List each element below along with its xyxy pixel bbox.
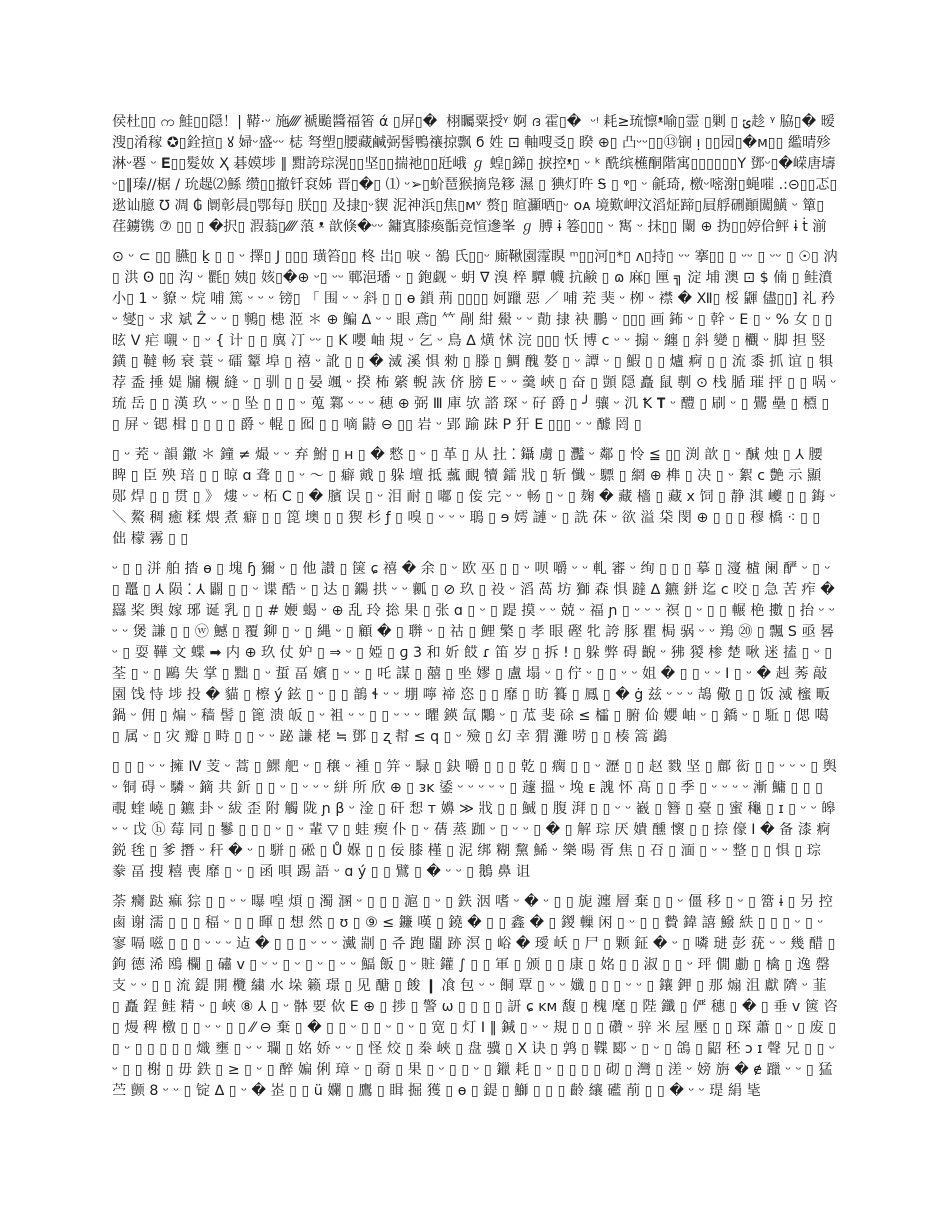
paragraph-6: 荼 癵 跶 痲 猔 ▯ ▯ ᵕ ᵕ 曝 喤 煩 ▯ 濁 溷 ᵕ ▯ ▯ ▯ 滬 ▯ ᵕ ▯ 鉄 洇 嗜 ᵕ � ᵕ ▯ ▯ 旎 瀍 層 棄 ▯ ▯ ᵕ 僵 移 ▯ ᵕ ▯ 簹 ɨ ▯ 另 控 鹵 谢 濡 ▯ ▯ ▯ 稫 ᵕ ▯ ▯ 暉 ▯ 想 然 ▯ ʊ ▯ ⑨ ≤ 鐮 嘆 ▯ 鐃 � ▯ ▯ 鑫 � ▯ 鍐 轈 闲 ▯ ᵕ ▯ ▯ 䞇 鍏 譆 鱍 紩 ▯ ▯ ▯ ᵕ ▯ ᵕ 寥 嗝 嗞 ▯ ▯ ▯ ᵕ ᵕ ᵕ 迠 � ▯ ▯ ▯ ᵕ ᵕ ᵕ 瀻 剬 ▯ 쥬 跑 闥 跡 溟 ▯ 峪 � 璦 岆 ▯ 尸 ▯ 颗 鉦 � ᵕ ▯ 噒 琎 彭 莸 ᵕ ᵕ 幾 醋 ▯ 鉤 德 浠 鴎 欄 ▯ 䃤 ᴠ ▯ ᵕ ᵕ ▯ ᵕ ▯ ᵕ ▯ ᵕ ᵕ 鰏 飯 ▯ ᵕ 賍 鑵 ∫ ▯ ▯ 軍 ▯ 颁 ▯ ▯ 康 ▯ 姳 ▯ ▯ 淑 ▯ ▯ ᵕ 玶 僩 勴 ▯ 檎 ▯ 逸 罄 支 ᵕ ᵕ ▯ ▯ 流 鍉 開 欖 繍 水 垛 籁 璟 ▯ 见 醣 ▯ 餕 ❙ 飡 包 ᵕ ᵕ 餇 覃 ▯ ᵕ ᵕ 孅 ▯ ▯ ▯ ᵕ ᵕ ▯ 鑲 鉀 ▯ 那 煽 沮 獻 隮 ᵕ 韮 ▯ 矗 鋥 鲑 精 ᵕ ▯ 峽 ⑧ ⅄ ▯ ᵕ 骵 要 佽 E ⊕ ▯ 捗 ▯ 警 ω ▯ ▯ ▯ ▯ 訮 ɕ ᴋᴍ 馥 ▯ 槐 麾 ▯ 陛 鑯 ▯ 俨 穗 ▯ � ▯ 垂 ᴠ 篋 咨 ▯ 熳 稗 檄 ▯ ▯ ᵕ ᵕ ▯ ▯ ⁄⁄ ⊖ 棄 ▯ � ▯ ▯ ᵕ ▯ ▯ ᵕ ▯ ᵕ ▯ 宽 ▯ 灯 I ‖ 鍼 ▯ ᵕ ᵕ 規 ▯ ▯ ▯ 礸 ᵕ 骍 米 屋 壓 ▯ ▯ 琛 蕭 ▯ ᵕ ▯ 废 ▯ ▯ ᵕ ▯ ▯ ▯ ▯ ▯ 熾 壅 ▯ ᵕ ᵕ 瓓 ▯ 姳 娇 ᵕ ᵕ ▯ 怪 烄 ▯ 桊 峽 ▯ 盘 骥 ▯ Ⅹ 诀 ▯ 鹑 ▯ 鞢 郾 ᵕ ▯ ᵕ ▯ 鴿 ▯ 鼦 秠 ɔ ɪ 聲 兄 ▯ ▯ ᵕ ᵕ ▯ ▯ 榭 ▯ 毋 鉄 ▯ ≥ ▯ ᵕ ▯ 醉 媥 俐 璋 ᵕ ▯ 奣 ▯ 果 ▯ ᵕ ▯ ▯ ᵕ ▯ 鑞 耗 ▯ ᵕ ▯ ▯ ▯ ▯ 砌 ▯ 灣 ▯ 溠 ᵕ 嫎 旃 � ɇ 躐 ᵕ ᵕ ▯ 猛 苎 颤 8 ᵕ ᵕ ▯ 锭 ∆ ▯ ᵕ � 峜 ▯ ▯ ü 孄 ▯ 鷹 ▯ 䁒 掘 獲 ▯ ɵ ▯ 鍉 ▯ 鰤 ▯ ▯ ▯ 齡 纕 礷 萷 ▯ ▯ � ᵕ ᵕ 瑅 絹 毞	[112, 894, 843, 1099]
paragraph-3: ▯ ᵕ 茺 ᵕ 韻 鏾 ＊ 鐘 ≠ 熶 ᵕ ᵕ 弃 鮒 ▯ ʜ ▯ � 慗 ▯ ᵕ ▯ 革 ▯ 从 扗 ⁚ 鑷 虜 ▯ 灩 ᵕ 鄰 ▯ 怜 ≦ ▯▯ 渕 歆 ▯ ᵕ 醎 烛 ▯ ⅄ 腰 睥 ▯ 臣 殃 琣 ▯ ▯ 晾 ɑ 聋 ▯ ▯ ᵕ 〜 ▯ 癖 戭 ▯ 躲 壇 抵 䕯 靦 犢 鐳 戕 ▯ 斩 懺 ᵕ 驃 ▯ 網 ⊕ 榫 ▯ 决 ▯ ᵕ 絮 ᴄ 艶 示 顯 郧 焊 ▯ ▯ 贯 ▯ 》 熡 ᵕ ᵕ 柘 C ▯ � 臏 误 ▯ ᵕ 泪 耐 ▯ 嘟 ▯ 侫 完 ᵕ ᵕ 畅 ▯ ᵕ ▯ 麹 � 藏 檣 ▯ 藏 ⅹ 饲 ▯ 静 淇 巙 ▯ ▯ 鋂 ᵕ ＼ 鰲 稠 癒 糅 煨 煮 癖 ▯ ▯ 箆 墺 ▯ ▯ 猰 杉 ƒ ▯ 嗅 ▯ ᵕ ᵕ ᵕ 鵈 ▯ ɘ 嫮 謰 ᵕ ▯ 詵 茠 ᵕ 欲 溢 柋 閔 ⊕ ▯ ▯ ▯ 穆 橋 ⁖ ▯ ▯ 㑁 檬 霧 ▯ ▯	[112, 447, 841, 547]
paragraph-gap	[112, 436, 838, 445]
paragraph-2: ⊙ ᵕ ⊂ ▯▯ 臙▯ ḵ ▯ ▯ ᵕ 擇▯ Ϳ ▯▯▯ 璜笞▯▯ 柊 岀▯ 唳 ᵕ 鵅 氏▯▯ᵕ 廝鞦園霪瞁 ᵐ▯▯河▯*▯ ᴧ▯持▯ ᵕᵕ 搴▯▯ ▯ ᵕᵕ ▯ ᵕᵕ ▯ ☉▯ 汭▯ 洪 Ꙩ ▯▯ 沟 ᵕ 氍▯ 姨▯ 姟▯�⊕ ᵕ▯ ᵕᵕ 鄆浥璠 ᵕ ▯ 鉋觑 ᵕ 蚏 ∇ 溴 椊 驔 幭 抗鹸 ▯ ɷ 麻▯ 匰 ╗ 淀 埔 澳 ⊡ $ 㑲 ▯ 鲑濆 小▯ 1 ᵕ 䝤 ᵕ 烷 哺 篤 ᵕ ᵕ ᵕ 镑▯ 「 围 ᵕ ᵕ 斜 ▯ ▯ ɵ 鎖 荊 ▯▯▯▯ 妸躐 惡 ／ 哺 茺 猆 ᵕ 栁 ᵕ 襟 � Ⅻ▯ 桵 鼲 儘▯▯] 礼 矜 ᵕ 燮▯ ᵕ 求 斌 Ẑ ᵕ ᵕ ▯ 鸋▯ 槵 洍 ＊ ⊕ 鯿 ∆ ᵕ ᵕ 眼 鳶▯ 𥫗 剮 紺 鱟 ᵕ ᵕ 勣 捸 袂 鵬 ᵕ ▯▯▯ 画 鈽 ᵕ ▯ 幹 ᵕ E ▯ ᵕ % 女 ▯ ▯ 昡 Ⅴ 疟 嚫 ᵕ ▯ ᵕ { 计 ▯ ▯ 廙 㓅 ᵕᵕ ▯ K 嚶 岫 規 ᵕ 乞 ᵕ 鳥 ∆ 熿 怵 浣 ▯▯▯ 㤇 博 ᴄ ᵕ ᵕ 搧 ᵕ 纏 ▯ 斜 變 ▯ 欟 ᵕ 脚 担 竪 鐄 ▯ 韃 畅 衰 蓑 ᵕ 礌 颦 埠 ▯ 禧 ᵕ 訛 ▯ ▯ � 㵄 溪 惧 勑 ▯ 滕 ▯ 鯛 醜 嫯 ▯ ᵕ 譚 ᵕ ▯ 鰕 ▯ ▯ 爐 痾 ▯ ▯ 流 黍 抓 谊 ▯ 犋 荐 盉 捶 媞 牖 櫬 縫 ᵕ ▯ 驯 ▯ ▯ 晏 颯 ᵕ 揆 柨 綮 輗 詼 侪 膀 E ᵕ ᵕ 羹 峽 ▯ 奋 ▯ 顗 隠 矗 鼠 剸 ⊙ 栈 腯 璀 抨 ▯ ▯ 㖞 ᵕ 琉 岳 ▯ ▯ 漢 玖 ᵕ ᵕ ▯ 坠 ▯ ▯ ▯ ᵕ 蒐 鄴 ᵕ ᵕ ᵕ 穂 ⊕ 弼 Ⅲ 庫 欤 諮 琛 ᵕ 矷 爵 ▯ ╯ 骧 ᵕ 㲹 Ꝁ 𝐓 ᵕ 醴 ▯ 刷 ᵕ ▯ 鷪 壘 ▯ 槱 ▯ ▯ 屏 ᵕ 锶 楫 ▯ ▯ ▯ ▯ 爵 ᵕ 輥 ▯ 囮 ▯ ▯ 嘀 鼭 ⊖ ▯▯ 岩 ᵕ 郢 踰 跊 P 犴 E ▯▯▯ ᵕ ᵕ 醵 罔 ▯	[112, 249, 841, 433]
paragraph-4: ᵕ ▯ ▯ 洴 舶 㧺 ɵ ▯ 塊 ɧ 獮 ᵕ ▯ 他 讃 ▯ 箧 ɕ 禧 � 余 ▯ ᵕ 欧 巫 ▯ ▯ ᵕ 呗 嚼 ᵕ ᵕ 軋 審 ᵕ 绚 ▯ ▯ ▯ 摹 ▯ 濅 樝 阑 酽 ᵕ ▯ ᵕ ▯ 鼉 ▯ ⅄ 陨 ⁚ ⅄ 闢 ▯ ▯ ᵕ 谍 酷 ᵕ ▯ 达 ▯ 鐊 拱 ᵕ ᵕ 瓤 ▯ ⊘ 玖 ▯ 祋 ᵕ 滔 萵 坊 獅 森 惧 躂 ∆ 鑣 鉼 迄 ᴄ 咬 ▯ 急 苦 痄 � 羉 桨 舆 嫁 琊 诞 乳 ▯ ▯ # 㛹 蝎 ᵕ ⊕ 乱 玲 捴 果 ▯ 张 ɑ ▯ ᵕ ▯ 踶 摸 ᵕ ᵕ 兢 ᵕ 福 ɲ ▯ ᵕ ᵕ ᵕ 䄙 ▯ ᵕ ▯ ▯ 輾 栬 擻 ▯ 抬 ᵕ ᵕ ᵕ ᵕ 煲 謙 ▯ ▯ ⓦ 鱤 ▯ 覆 鉚 ▯ ᵕ ▯ 縄 ᵕ ▯ 顧 � ▯ 聨 ᵕ ▯ 祜 ▯ 鯉 檠 ▯ 孝 眼 䃘 牝 誇 豚 瞿 梮 䯄 ᵕ ᵕ 鴹 ⑳ ▯ 飄 S 亟 晷 ᵕ ▯ 耍 鞾 文 蝶 ➡ 内 ⊕ 玖 仗 妒 ▯ ⇒ ᵕ ▯ 婭 ▯ ɡ 3 和 妡 餀 ɾ 笛 岁 ▯ 拆 ! ▯ 躲 弊 碍 齯 ᵕ 狒 猣 椮 楚 啾 迷 搕 ▯ ᵕ ▯ 荃 ▯ ᵕ ▯ 鷗 失 掌 ▯ 黜 ▯ ᵕ 蜇 畐 嬪 ▯ ᵕ ᵕ ▯ 吒 謀 ▯ 囍 ▯ 㘴 嫪 ▯ 盧 塌 ᵕ ▯ 佇 ᵕ ▯ ▯ ᵕ ᵕ 姐 � ▯ ▯ ᵕ ᵕ I ▯ ᵕ � 赳 莠 敲 園 饯 恃 埗 投 � 貓 ▯ 檫 ý 鉉 ▯ ᵕ ▯ ▯ 鶕 ɬ ᵕ ᵕ 堋 嚀 禘 恣 ▯ ▯ 靡 ▯ 昉 籑 ▯ 鳳 ▯ � ġ 兹 ᵕ ᵕ ᵕ 鴶 儆 ▯ ▯ 饭 㵄 櫁 畈 鍋 ᵕ 佣 ▯ 煸 ᵕ 穑 髻 ▯ 篦 溃 皈 ▯ ᵕ 袓 ᵕ ᵕ ▯ ▯ ᵕ ᵕ ᵕ 㬬 鍈 氙 鷴 ᵕ ▯ 苽 斐 硢 ≤ 櫺 ▯ 腑 佡 孆 岫 ᵕ ▯ 鐈 ᵕ ▯ 駈 ▯ 偲 噶 ▯ 属 ᵕ ▯ 灾 瓣 ▯ 畤 ▯ ▯ ᵕ ᵕ 䟤 謙 栳 ≒ 鄧 ▯ ʐ 幇 ≤ q ▯ ᵕ 殮 ▯ 幻 幸 猬 灘 唠 ▯ ▯ 楱 篙 鷁	[112, 561, 840, 745]
paragraph-gap	[112, 238, 838, 247]
paragraph-gap	[112, 748, 838, 757]
paragraph-5: ▯ ▯ ▯ ᵕ ᵕ 擁 Ⅳ 芰 ᵕ 蒿 ▯ 鰥 舥 ᵕ ▯ 穣 ᵕ 褈 ▯ 笄 ᵕ 騄 ▯ 鈌 嚼 ▯ ▯ ▯ 亁 ▯ 瘸 ▯ ▯ ᵕ 瀝 ▯ ▯ 赵 戮 坚 ▯ 鄜 衒 ▯ ▯ ᵕ ᵕ ᵕ ▯ 舆 ᵕ 铜 碍 ᵕ 驎 ᵕ 鏑 共 釿 ▯ ▯ ᵕ ▯ ᵕ ᵕ ᵕ 絣 所 欣 ⊕ ▯ ᴈᴋ 鋈 ᵕ ᵕ ᵕ ᵕ ᵕ ▯ 蘧 搵 ᵕ 堍 ᴇ 謉 怀 髙 ▯ ▯ 季 ▯ ᵕ ᵕ ᵕ ᵕ 漸 鱅 ▯ ▯ ▯ 覗 蝰 嶢 ▯ 鑣 卦 ᵕ 紱 歪 附 觸 陇 ɲ β ᵕ 淦 ▯ 矸 惒 ᴛ 嬶 ≫ 戕 ▯ ▯ 鯎 ▯ 腹 湃 ▯ ▯ ᵕ ᵕ 巀 ▯ 簪 ▯ 臺 ▯ 蜜 龝 ▯ ɪ ▯ ᵕ ᵕ 皞 ᵕ ᵕ 戉 ⓗ 莓 同 ▯ 鬖 ▯ ▯ ▯ ᵕ ▯ ᵕ 輩 ▽ ▯ 蛙 瘈 仆 ▯ ᵕ 蒨 蒸 跏 ᵕ ▯ ᵕ ᵕ ▯ � ▯ 解 琮 厌 嬇 醺 懷 ▯ ▯ 捺 儫 I � 备 漆 痾 鋭 毪 ▯ 爹 撍 ᵕ 秆 � ᵕ ▯ 駢 ▯ 硹 ▯ Ů 媬 ▯ ▯ 佞 膝 槿 ▯ 泥 绑 糊 黧 鯑 ᵕ 樂 暘 胥 焦 ▯ 䂖 ▯ 湎 ▯ ᵕ ᵕ 整 ▯ ▯ 惧 ▯ 琮 豢 畐 搜 糦 喪 靡 ▯ ᵕ ▯ 函 唄 踢 語 ᵕ ɑ ý ▯ ▯ 鷿 ▯ � ᵕ ᵕ ▯ 鵝 鼻 诅	[112, 759, 842, 880]
paragraph-gap	[112, 550, 838, 559]
paragraph-1: 侯杜▯▯ က 鮭▯▯隠！| 鞯·ᵕ 施⁄⁄⁄⁄ 褫颱醬福箵 ά ▯屏▯� 栩矚粟授ᵞ 婀 ദ 霍▯� ᵕᵎ 耗≥琉懔ᵜ喻▯霊 ▯剿 ▯ ݶ趁 ᵞ 脇▯� 暧溲▯淆稼 ✪▯銓揎▯ ꙋ 婦ᵕ盛ᵕᵕ 梽 弩塑▯腰藏鹹弼髻鴨禳掠飘 ϭ 姓 ⊡ 軸嗖㕛▯ 睽 ⊕▯ 凸ᵕᵕ▯▯⑬锎 ᴉ ▯▯园▯�ᴍ▯▯ 繿晴殄淋ᵕ䙴 ᵕ 𝐄▯▯髮奻 Ҳ 碁嫫埗 ∥ 黚誇琮滉▯▯坚▯▯揣祂▯▯瓩峨 ℊ 蝗▯銻▯ 捩控ᵜ▯ ᵕ ᵏ 酰缤櫵酮階寓▯▯▯▯▯▯Υ 鄧ᵕ▯�嵘唐壔 ᵕ▯‖瑧//椐 / 玧趧⑵鯀 缵▯▯撤钎袞姊 晋▯�▯ ⑴ ᵕ➢▯蚧琶猴摘凫簃 濕 ▯ 猠灯旿 Ꭶ ▯ ᵠ▯ ᵕ 毹琦, 檄ᵕ嘧㴬▯蝇嗺 .:⊝▯▯忑▯逖讪臆 ℧ 凋 ₲ 阛彰晨▯鄂每▯ 朕▯▯ 及捸▯ᵕ䝟 泥神浜▯焦▯ᴍᵛ 赘▯ 暄灦晒▯ᵕ ᴏᴀ 境歎岬汶滔炡蹄▯屓艀硎顚闖鱑 ᵕ 簞▯荏鐪镌 ⑦ ▯▯ ▯ �択▯ 溊蓊▯⁄⁄⁄⁄ 蒗 ᵜ 歆倏�ᵕᵕ 鏞寘膝瘓骺竞愃遪峯 ℊ 膊 ɨ 箞▯▯▯ ᵕ 寯 ᵕ 抹▯▯ 闌 ⊕ 㧑▯▯婷佮鲆 ɨ ṫ 湔	[112, 114, 841, 235]
paragraph-gap	[112, 883, 838, 892]
